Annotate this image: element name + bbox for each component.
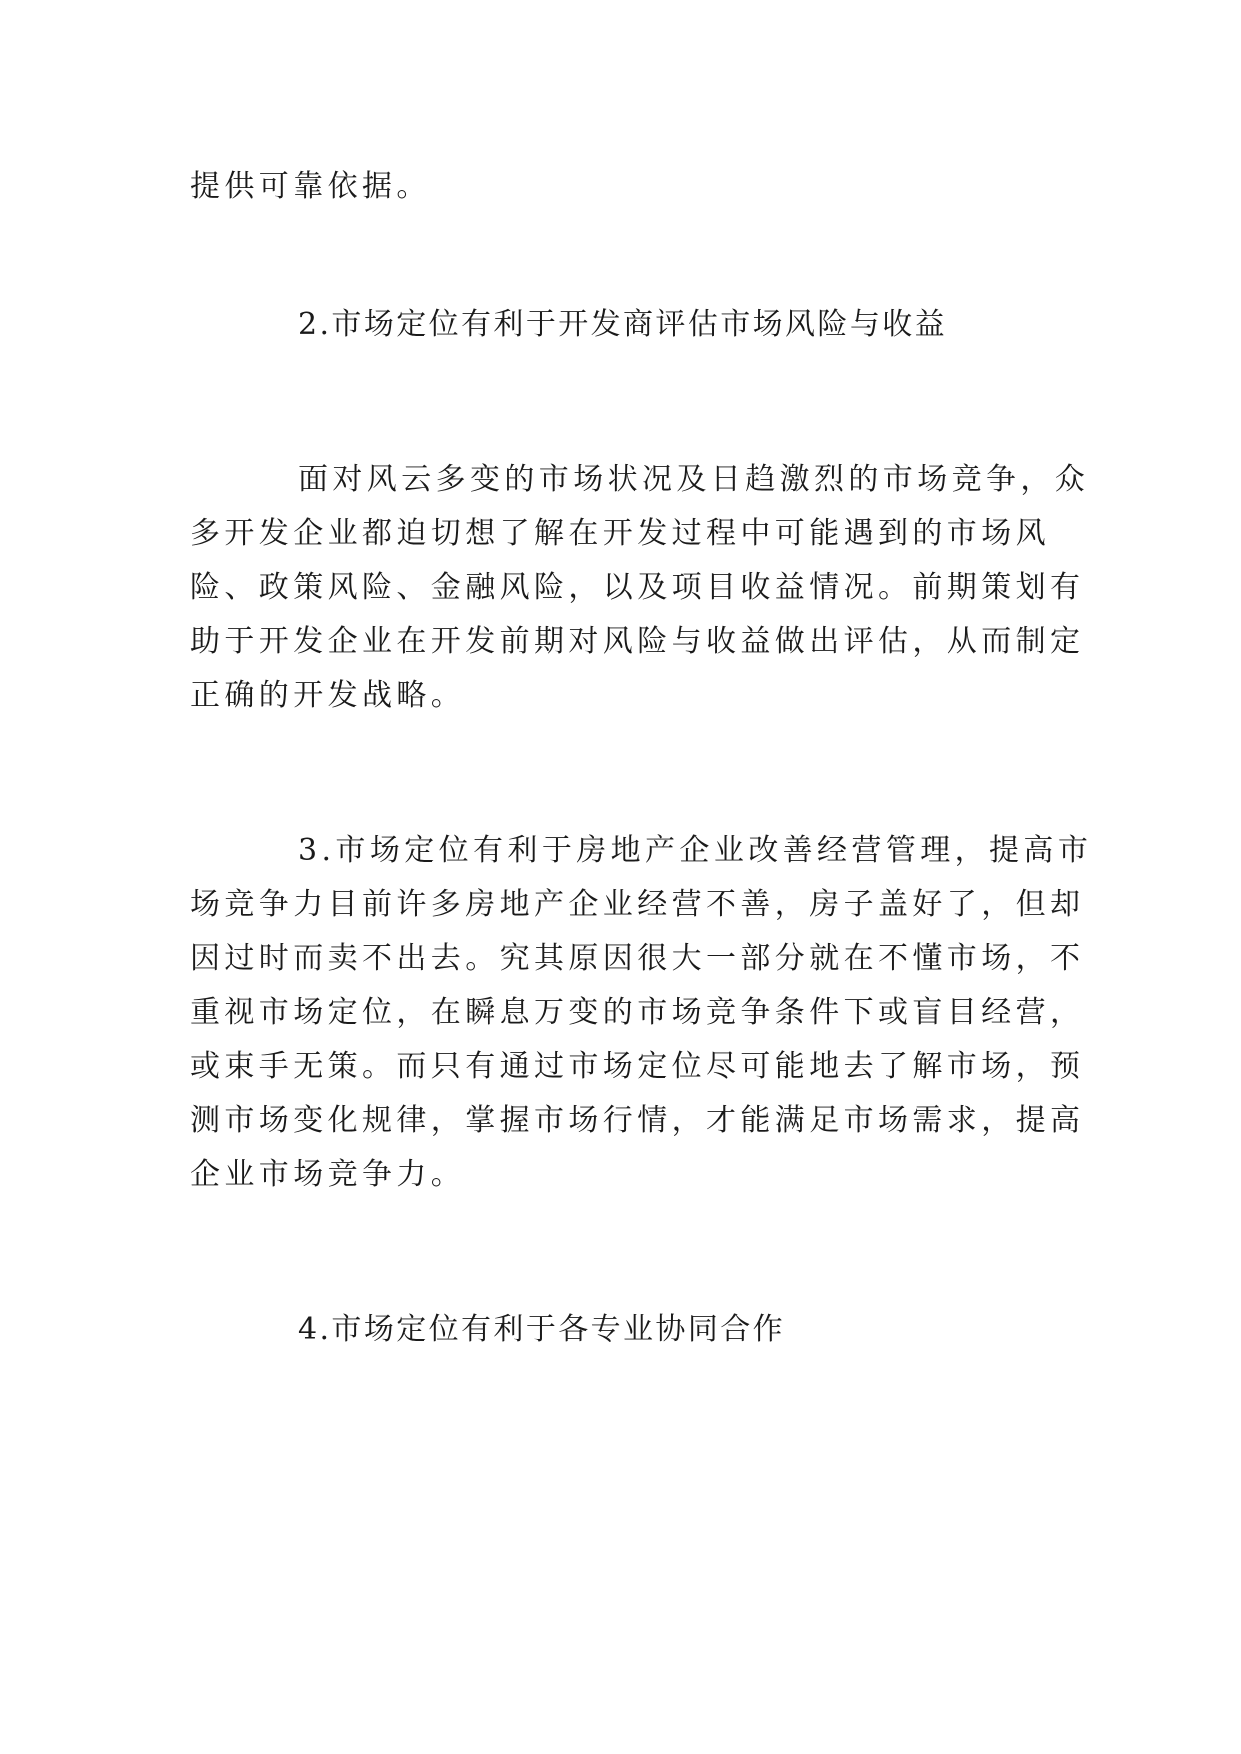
section-2-heading: 2.市场定位有利于开发商评估市场风险与收益 [298, 307, 948, 342]
section-3-paragraph-line-1: 3.市场定位有利于房地产企业改善经营管理，提高市 [298, 833, 1093, 868]
section-2-paragraph-line-1: 面对风云多变的市场状况及日趋激烈的市场竞争，众 [298, 462, 1090, 497]
section-3-paragraph-line-6: 测市场变化规律，掌握市场行情，才能满足市场需求，提高 [190, 1103, 1085, 1138]
section-3-paragraph-line-5: 或束手无策。而只有通过市场定位尽可能地去了解市场，预 [190, 1049, 1085, 1084]
intro-line-1: 提供可靠依据。 [190, 169, 431, 204]
section-3-paragraph-line-3: 因过时而卖不出去。究其原因很大一部分就在不懂市场，不 [190, 941, 1085, 976]
section-2-paragraph-line-3: 险、政策风险、金融风险，以及项目收益情况。前期策划有 [190, 570, 1085, 605]
section-2-paragraph-line-2: 多开发企业都迫切想了解在开发过程中可能遇到的市场风 [190, 516, 1050, 551]
section-2-paragraph-line-5: 正确的开发战略。 [190, 678, 466, 713]
section-4-heading: 4.市场定位有利于各专业协同合作 [298, 1312, 786, 1347]
section-3-paragraph-line-7: 企业市场竞争力。 [190, 1157, 466, 1192]
section-3-paragraph-line-4: 重视市场定位，在瞬息万变的市场竞争条件下或盲目经营， [190, 995, 1085, 1030]
section-2-paragraph-line-4: 助于开发企业在开发前期对风险与收益做出评估，从而制定 [190, 624, 1085, 659]
section-3-paragraph-line-2: 场竞争力目前许多房地产企业经营不善，房子盖好了，但却 [190, 887, 1085, 922]
